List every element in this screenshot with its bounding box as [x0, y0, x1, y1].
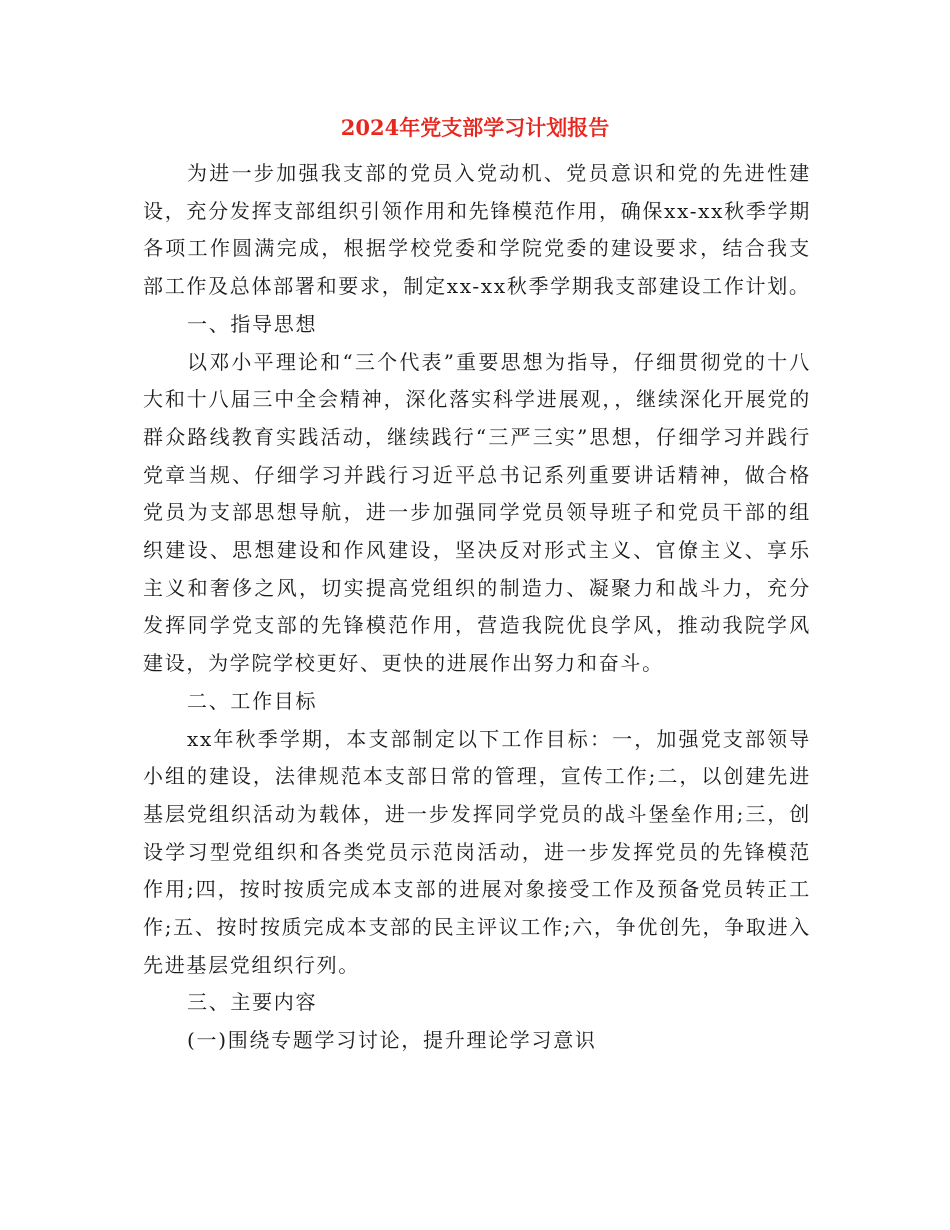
guiding-ideology-paragraph: 以邓小平理论和“三个代表”重要思想为指导，仔细贯彻党的十八大和十八届三中全会精神，深化落实科学进展观，，继续深化开展党的群众路线教育实践活动，继续践行“三严三实”思想，仔细学习并践行党章当规、仔细学习并践行习近平总书记系列重要讲话精神，做合格党员为支部思想导航，进一步加强同学党员领导班子和党员干部的组织建设、思想建设和作风建设，坚决反对形式主义、官僚主义、享乐主义和奢侈之风，切实提高党组织的制造力、凝聚力和战斗力，充分发挥同学党支部的先锋模范作用，营造我院优良学风，推动我院学风建设，为学院学校更好、更快的进展作出努力和奋斗。 [143, 349, 811, 676]
section-heading-guiding-ideology: 一、指导思想 [187, 311, 318, 336]
section-heading-main-content: 三、主要内容 [187, 990, 318, 1015]
document-body [143, 155, 811, 1060]
work-goals-paragraph: xx年秋季学期，本支部制定以下工作目标：一，加强党支部领导小组的建设，法律规范本支部日常的管理，宣传工作;二，以创建先进基层党组织活动为载体，进一步发挥同学党员的战斗堡垒作用;三，创设学习型党组织和各类党员示范岗活动，进一步发挥党员的先锋模范作用;四，按时按质完成本支部的进展对象接受工作及预备党员转正工作;五、按时按质完成本支部的民主评议工作;六，争优创先，争取进入先进基层党组织行列。 [143, 726, 811, 977]
document-title: 2024年党支部学习计划报告 [340, 115, 610, 140]
section-heading-work-goals: 二、工作目标 [187, 688, 318, 713]
intro-paragraph: 为进一步加强我支部的党员入党动机、党员意识和党的先进性建设，充分发挥支部组织引领作用和先锋模范作用，确保xx-xx秋季学期各项工作圆满完成，根据学校党委和学院党委的建设要求，结合我支部工作及总体部署和要求，制定xx-xx秋季学期我支部建设工作计划。 [143, 161, 811, 299]
subsection-heading-topic-study: (一)围绕专题学习讨论，提升理论学习意识 [187, 1028, 597, 1053]
